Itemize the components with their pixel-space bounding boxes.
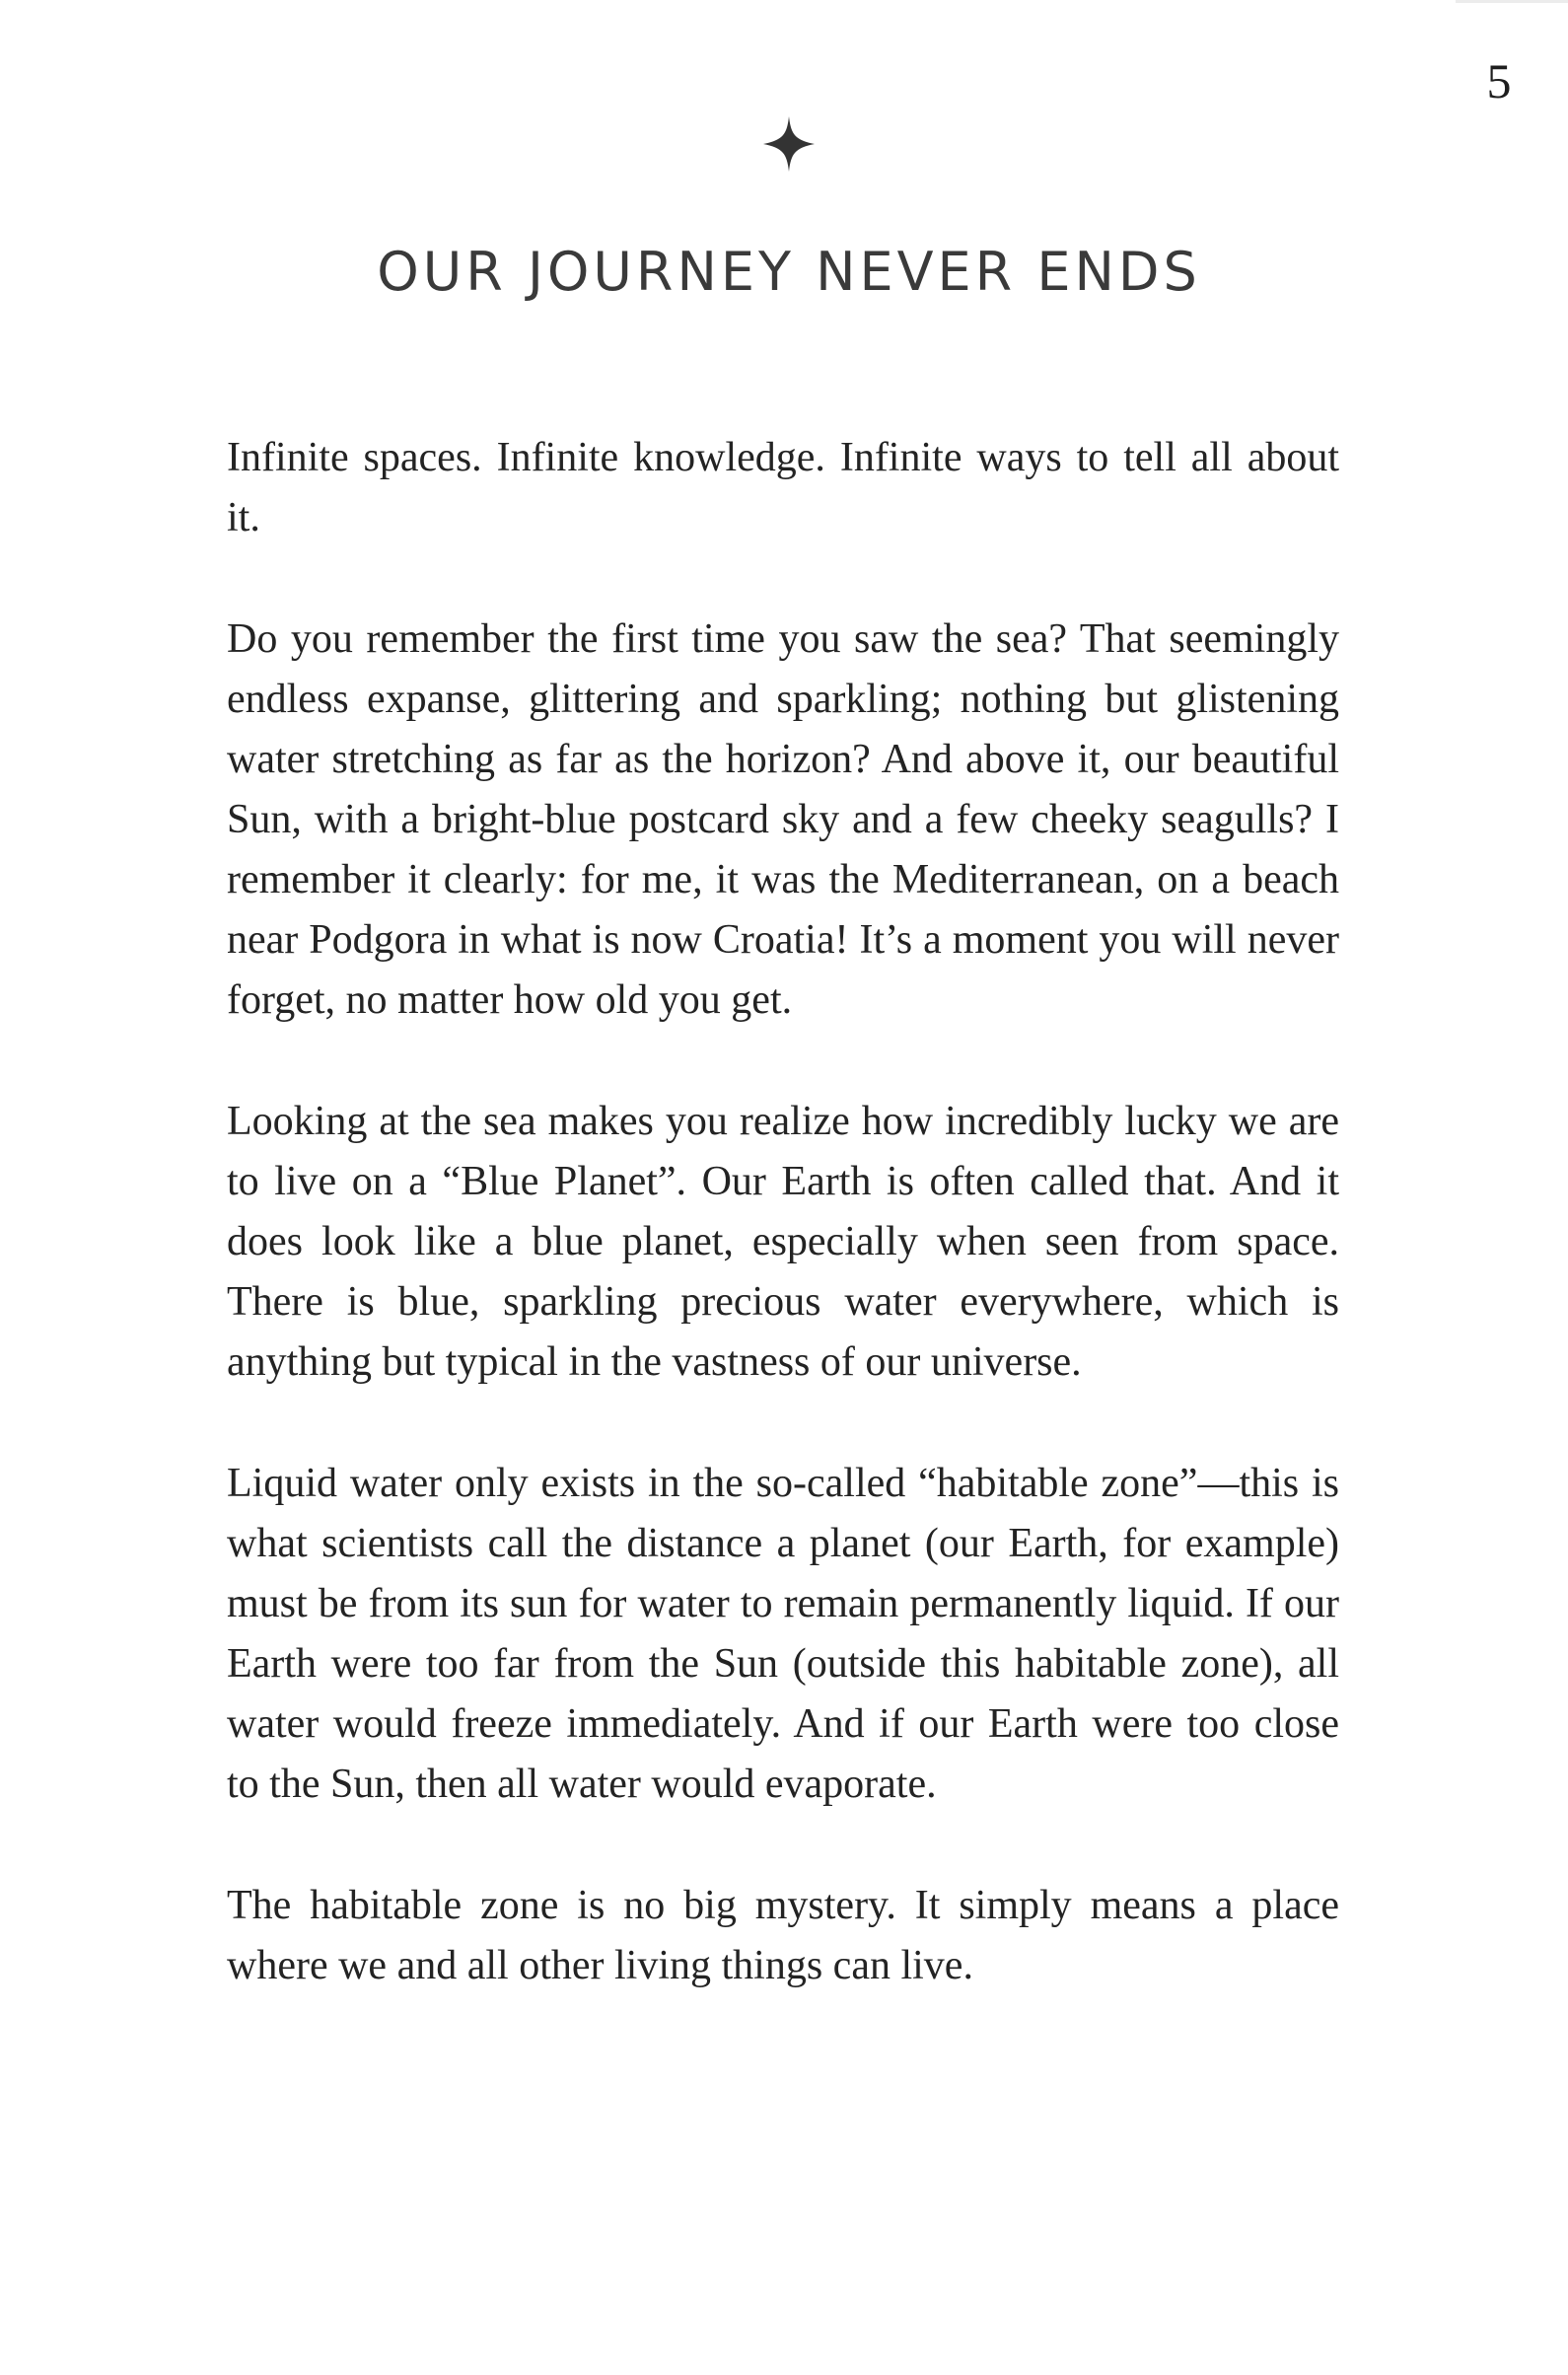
paragraph-liquid-water: Liquid water only exists in the so-called “habitable zone”—this is what scientists call the distance a planet (our Earth, for example) must be from its sun for water to remain permanently liquid. If our Earth were too far from the Sun (outside this habitable zone), all water would freeze immediately. And if our Earth were too close to the Sun, then all water would evaporate. xyxy=(227,1461,1339,1807)
page-number: 5 xyxy=(1486,53,1512,108)
four-point-star-icon xyxy=(761,114,817,174)
paragraph-habitable-zone: The habitable zone is no big mystery. It simply means a place where we and all other living things can live. xyxy=(227,1883,1339,1988)
chapter-title: OUR JOURNEY NEVER ENDS xyxy=(377,241,1201,303)
top-edge-rule xyxy=(1456,0,1568,3)
paragraph-blue-planet: Looking at the sea makes you realize how incredibly lucky we are to live on a “Blue Planet”. Our Earth is often called that. And it does look like a blue planet, especially when seen from space. There is blue, sparkling precious water everywhere, which is anything but typical in the vastness of our universe. xyxy=(227,1099,1339,1385)
paragraph-intro: Infinite spaces. Infinite knowledge. Infinite ways to tell all about it. xyxy=(227,435,1339,540)
paragraph-sea-memory: Do you remember the first time you saw the sea? That seemingly endless expanse, glittering and sparkling; nothing but glistening water stretching as far as the horizon? And above it, our beautiful Sun, with a bright-blue postcard sky and a few cheeky seagulls? I remember it clearly: for me, it was the Mediterranean, on a beach near Podgora in what is now Croatia! It’s a moment you will never forget, no matter how old you get. xyxy=(227,616,1339,1023)
body-text xyxy=(227,428,1339,2057)
